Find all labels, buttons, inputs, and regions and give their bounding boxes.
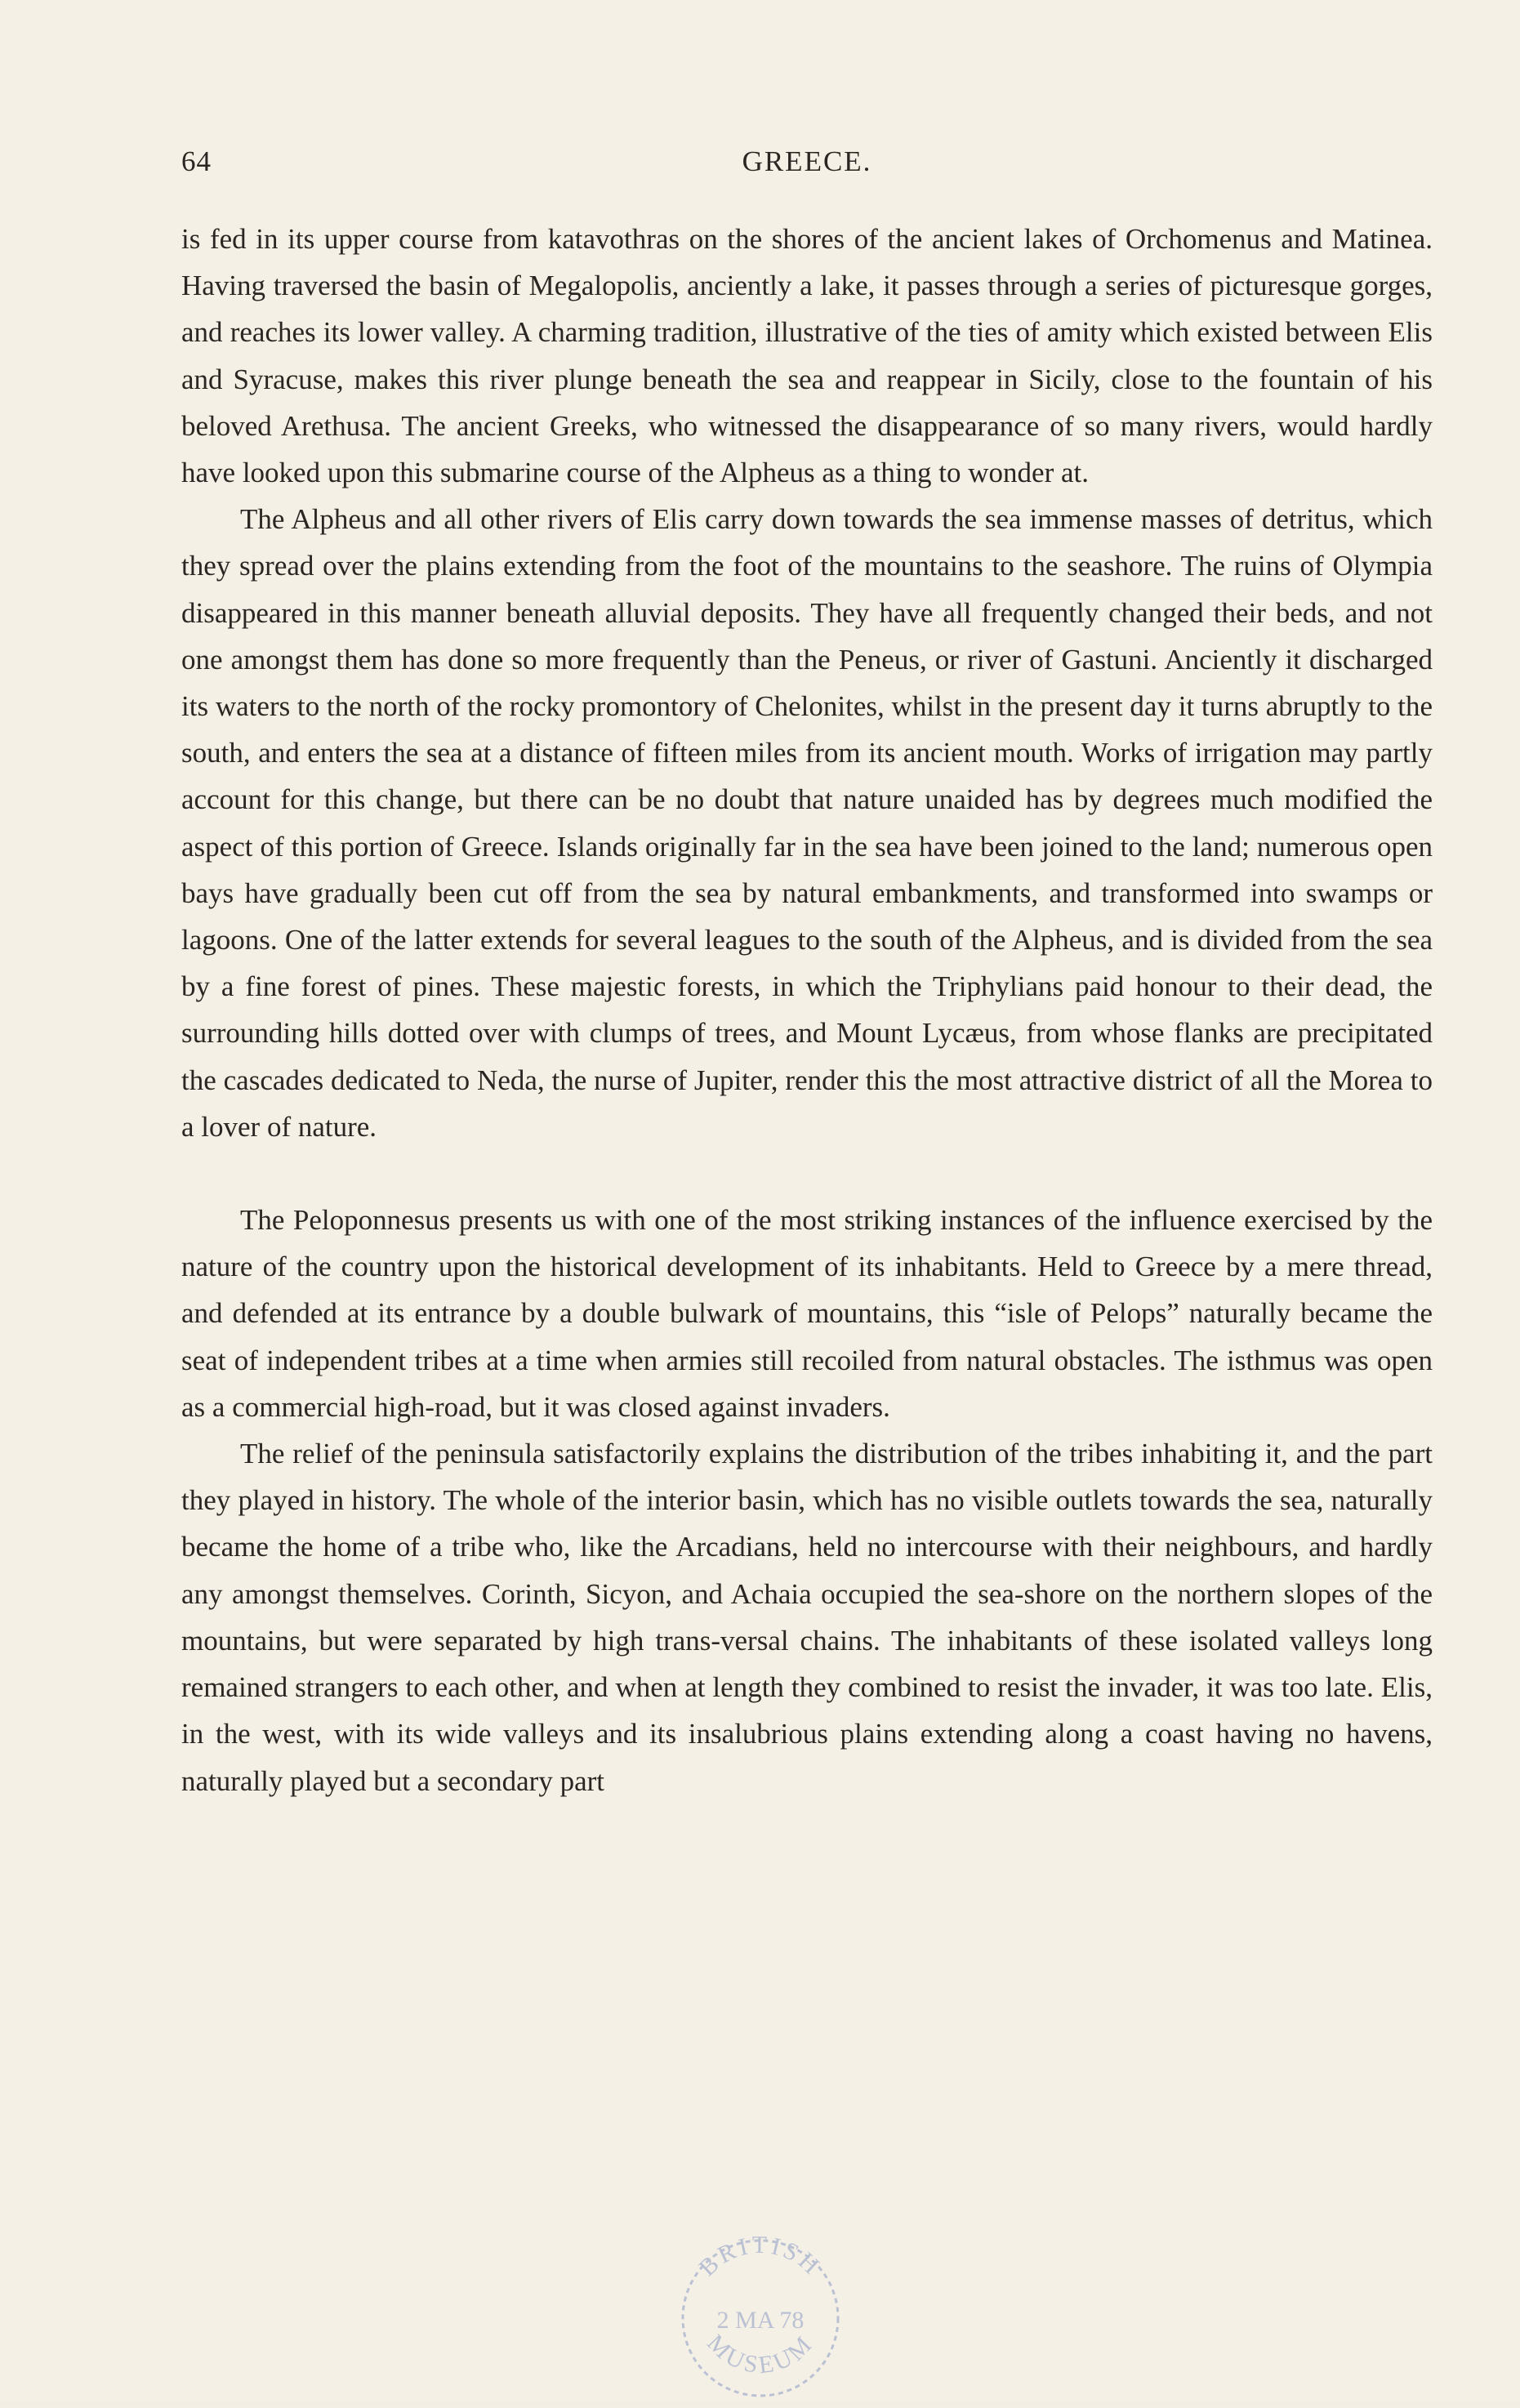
running-head: [181, 145, 1433, 185]
running-title: GREECE.: [742, 145, 872, 177]
library-stamp: [666, 2220, 854, 2408]
stamp-top-text: BRITISH: [693, 2231, 827, 2282]
paragraph: The Peloponnesus presents us with one of the most striking instances of the influence exercised by the nature of the country upon the historical development of its inhabitants. Held to Greece by a mere thread, and defended at its entrance by a double bulwark of mountains, this “isle of Pelops” naturally became the seat of independent tribes at a time when armies still recoiled from natural obstacles. The isthmus was open as a commercial high-road, but it was closed against invaders.: [181, 1204, 1433, 1423]
svg-text:MUSEUM: [702, 2330, 819, 2379]
paragraph-continued: is fed in its upper course from katavothras on the shores of the ancient lakes of Orchomenus and Matinea. Having traversed the basin of Megalopolis, anciently a lake, it passes through a series of picturesque gorges, and reaches its lower valley. A charming tradition, illustrative of the ties of amity which existed between Elis and Syracuse, makes this river plunge beneath the sea and reappear in Sicily, close to the fountain of his beloved Arethusa. The ancient Greeks, who witnessed the disappearance of so many rivers, would hardly have looked upon this submarine course of the Alpheus as a thing to wonder at.: [181, 223, 1433, 489]
paragraph: The relief of the peninsula satisfactorily explains the distribution of the tribes inhabiting it, and the part they played in history. The whole of the interior basin, which has no visible outlets towards the sea, naturally became the home of a tribe who, like the Arcadians, held no intercourse with their neighbours, and hardly any amongst themselves. Corinth, Sicyon, and Achaia occupied the sea-shore on the northern slopes of the mountains, but were separated by high trans-versal chains. The inhabitants of these isolated valleys long remained strangers to each other, and when at length they combined to resist the invader, it was too late. Elis, in the west, with its wide valleys and its insalubrious plains extending along a coast having no havens, naturally played but a secondary part: [181, 1438, 1433, 1797]
paragraph: The Alpheus and all other rivers of Elis carry down towards the sea immense masses of detritus, which they spread over the plains extending from the foot of the mountains to the seashore. The ruins of Olympia disappeared in this manner beneath alluvial deposits. They have all frequently changed their beds, and not one amongst them has done so more frequently than the Peneus, or river of Gastuni. Anciently it discharged its waters to the north of the rocky promontory of Chelonites, whilst in the present day it turns abruptly to the south, and enters the sea at a distance of fifteen miles from its ancient mouth. Works of irrigation may partly account for this change, but there can be no doubt that nature unaided has by degrees much modified the aspect of this portion of Greece. Islands originally far in the sea have been joined to the land; numerous open bays have gradually been cut off from the sea by natural embankments, and transformed into swamps or lagoons. One of the latter extends for several leagues to the south of the Alpheus, and is divided from the sea by a fine forest of pines. These majestic forests, in which the Triphylians paid honour to their dead, the surrounding hills dotted over with clumps of trees, and Mount Lycæus, from whose flanks are precipitated the cascades dedicated to Neda, the nurse of Jupiter, render this the most attractive district of all the Morea to a lover of nature.: [181, 503, 1433, 1143]
stamp-bottom-text: MUSEUM: [702, 2329, 819, 2379]
svg-text:BRITISH: [694, 2232, 827, 2281]
page-number: 64: [181, 145, 212, 177]
body-text: [181, 216, 1433, 1804]
stamp-date: 2 MA 78: [716, 2307, 805, 2334]
